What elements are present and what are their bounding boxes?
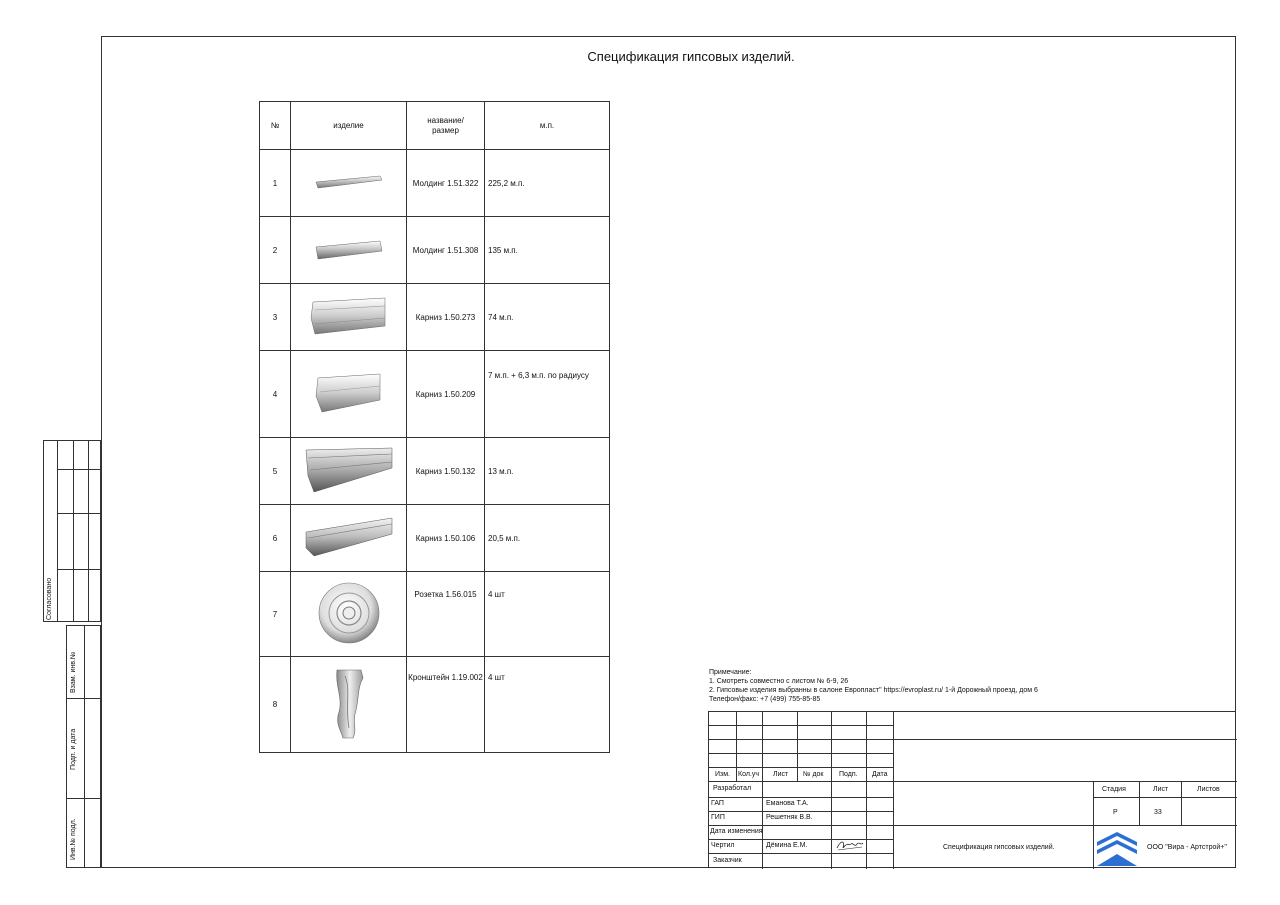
sheets-label: Листов [1197, 786, 1220, 793]
row-name: Карниз 1.50.106 [407, 505, 485, 572]
company-name: ООО "Вира - Артстрой+" [1147, 844, 1227, 851]
cornice-icon [291, 351, 407, 438]
molding-thin-icon [291, 150, 407, 217]
notes-line: 2. Гипсовые изделия выбранны в салоне Европласт" https://evroplast.ru/ 1-й Дорожный проезд, дом 6 [709, 687, 1038, 694]
row-name: Карниз 1.50.132 [407, 438, 485, 505]
table-row [260, 505, 610, 572]
role-label: ГАП [711, 800, 724, 807]
notes-line: 1. Смотреть совместно с листом № 6-9, 26 [709, 678, 849, 685]
row-num: 2 [260, 217, 291, 284]
row-name: Карниз 1.50.273 [407, 284, 485, 351]
table-row [260, 657, 610, 753]
row-num: 7 [260, 572, 291, 657]
row-qty: 74 м.п. [485, 284, 610, 351]
col-header-doc: № док [803, 771, 824, 778]
header-num: № [260, 102, 291, 150]
side-inv-replace-label: Взам. инв.№ [70, 651, 77, 693]
role-person: Еманова Т.А. [766, 800, 809, 807]
notes [709, 668, 1038, 704]
table-row [260, 351, 610, 438]
header-item: изделие [291, 102, 407, 150]
stage-label: Стадия [1102, 786, 1126, 793]
row-num: 8 [260, 657, 291, 753]
header-qty: м.п. [485, 102, 610, 150]
side-inv-orig-label: Инв.№ подл. [70, 818, 77, 860]
role-label: Дата изменения [710, 828, 763, 835]
spec-table [259, 101, 610, 753]
col-header-sign: Подп. [839, 771, 858, 778]
signature-icon [835, 838, 865, 852]
sheet-title: Спецификация гипсовых изделий. [587, 49, 795, 64]
cornice-large-icon [291, 438, 407, 505]
row-num: 1 [260, 150, 291, 217]
bracket-icon [291, 657, 407, 753]
stage-value: Р [1113, 809, 1118, 816]
molding-icon [291, 217, 407, 284]
col-header-date: Дата [872, 771, 888, 778]
company-logo-icon [1097, 828, 1137, 866]
side-agreed-label: Согласовано [46, 577, 53, 620]
row-name: Розетка 1.56.015 [407, 572, 485, 657]
row-qty: 13 м.п. [485, 438, 610, 505]
role-label: Чертил [711, 842, 735, 849]
role-label: Заказчик [713, 857, 742, 864]
side-sign-date-label: Подп. и дата [70, 728, 77, 770]
spec-header-row [260, 102, 610, 150]
row-name: Кронштейн 1.19.002 [407, 657, 485, 753]
role-label: ГИП [711, 814, 725, 821]
table-row [260, 284, 610, 351]
row-num: 4 [260, 351, 291, 438]
row-qty: 135 м.п. [485, 217, 610, 284]
col-header-list: Лист [773, 771, 789, 778]
notes-heading: Примечание: [709, 669, 752, 676]
ceiling-rosette-icon [291, 572, 407, 657]
drawing-name: Спецификация гипсовых изделий. [943, 844, 1055, 851]
cornice-icon [291, 284, 407, 351]
row-name: Карниз 1.50.209 [407, 351, 485, 438]
header-name: название/ размер [407, 102, 485, 150]
role-person: Решетняк В.В. [766, 814, 813, 821]
notes-line: Телефон/факс: +7 (499) 755-85-85 [709, 696, 821, 703]
row-name: Молдинг 1.51.322 [407, 150, 485, 217]
col-header-izm: Изм. [715, 771, 730, 778]
table-row [260, 217, 610, 284]
table-row [260, 438, 610, 505]
role-person: Дёмина Е.М. [766, 842, 808, 849]
row-num: 3 [260, 284, 291, 351]
row-name: Молдинг 1.51.308 [407, 217, 485, 284]
table-row [260, 150, 610, 217]
title-block [708, 711, 1236, 868]
cornice-large-icon [291, 505, 407, 572]
row-qty: 20,5 м.п. [485, 505, 610, 572]
row-qty: 4 шт [485, 657, 610, 753]
sheet-value: 33 [1154, 809, 1162, 816]
row-num: 5 [260, 438, 291, 505]
sheet-label: Лист [1153, 786, 1169, 793]
table-row [260, 572, 610, 657]
row-qty: 4 шт [485, 572, 610, 657]
col-header-kol: Кол.уч [738, 771, 759, 778]
row-qty: 7 м.п. + 6,3 м.п. по радиусу [485, 351, 610, 438]
row-num: 6 [260, 505, 291, 572]
role-label: Разработал [713, 785, 752, 792]
row-qty: 225,2 м.п. [485, 150, 610, 217]
